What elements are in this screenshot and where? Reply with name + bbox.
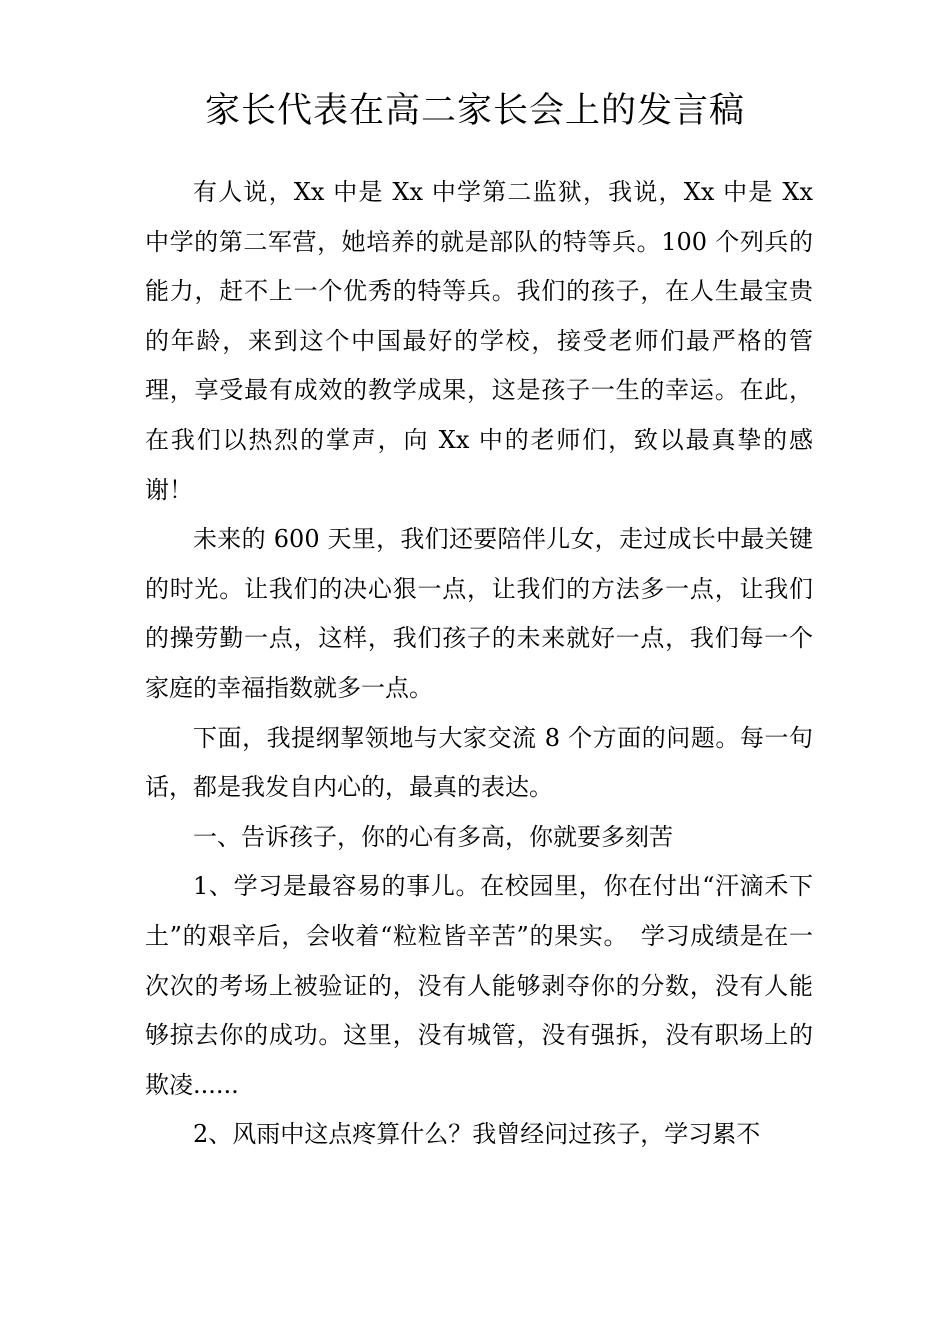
document-title: 家长代表在高二家长会上的发言稿	[204, 91, 745, 131]
section-heading-1: 一、告诉孩子，你的心有多高，你就要多刻苦	[193, 822, 673, 851]
paragraph-4: 1、学习是最容易的事儿。在校园里，你在付出“汗滴禾下土”的艰辛后，会收着“粒粒皆辛苦”的果实。 学习成绩是在一次次的考场上被验证的，没有人能够剥夺你的分数，没有人能够掠去你的成功。这里，没有城管，没有强拆，没有职场上的欺凌......	[145, 872, 813, 1099]
paragraph-3: 下面，我提纲挈领地与大家交流 8 个方面的问题。每一句话，都是我发自内心的，最真的表达。	[145, 723, 813, 802]
paragraph-5: 2、风雨中这点疼算什么？我曾经问过孩子，学习累不	[193, 1120, 761, 1149]
paragraph-1: 有人说，Xx 中是 Xx 中学第二监狱，我说，Xx 中是 Xx 中学的第二军营，她培养的就是部队的特等兵。100 个列兵的能力，赶不上一个优秀的特等兵。我们的孩子，在人生最宝贵的年龄，来到这个中国最好的学校，接受老师们最严格的管理，享受最有成效的教学成果，这是孩子一生的幸运。在此，在我们以热烈的掌声，向 Xx 中的老师们，致以最真挚的感谢！	[145, 178, 813, 504]
document-body	[145, 168, 813, 1160]
paragraph-2: 未来的 600 天里，我们还要陪伴儿女，走过成长中最关键的时光。让我们的决心狠一点，让我们的方法多一点，让我们的操劳勤一点，这样，我们孩子的未来就好一点，我们每一个家庭的幸福指数就多一点。	[145, 525, 813, 702]
